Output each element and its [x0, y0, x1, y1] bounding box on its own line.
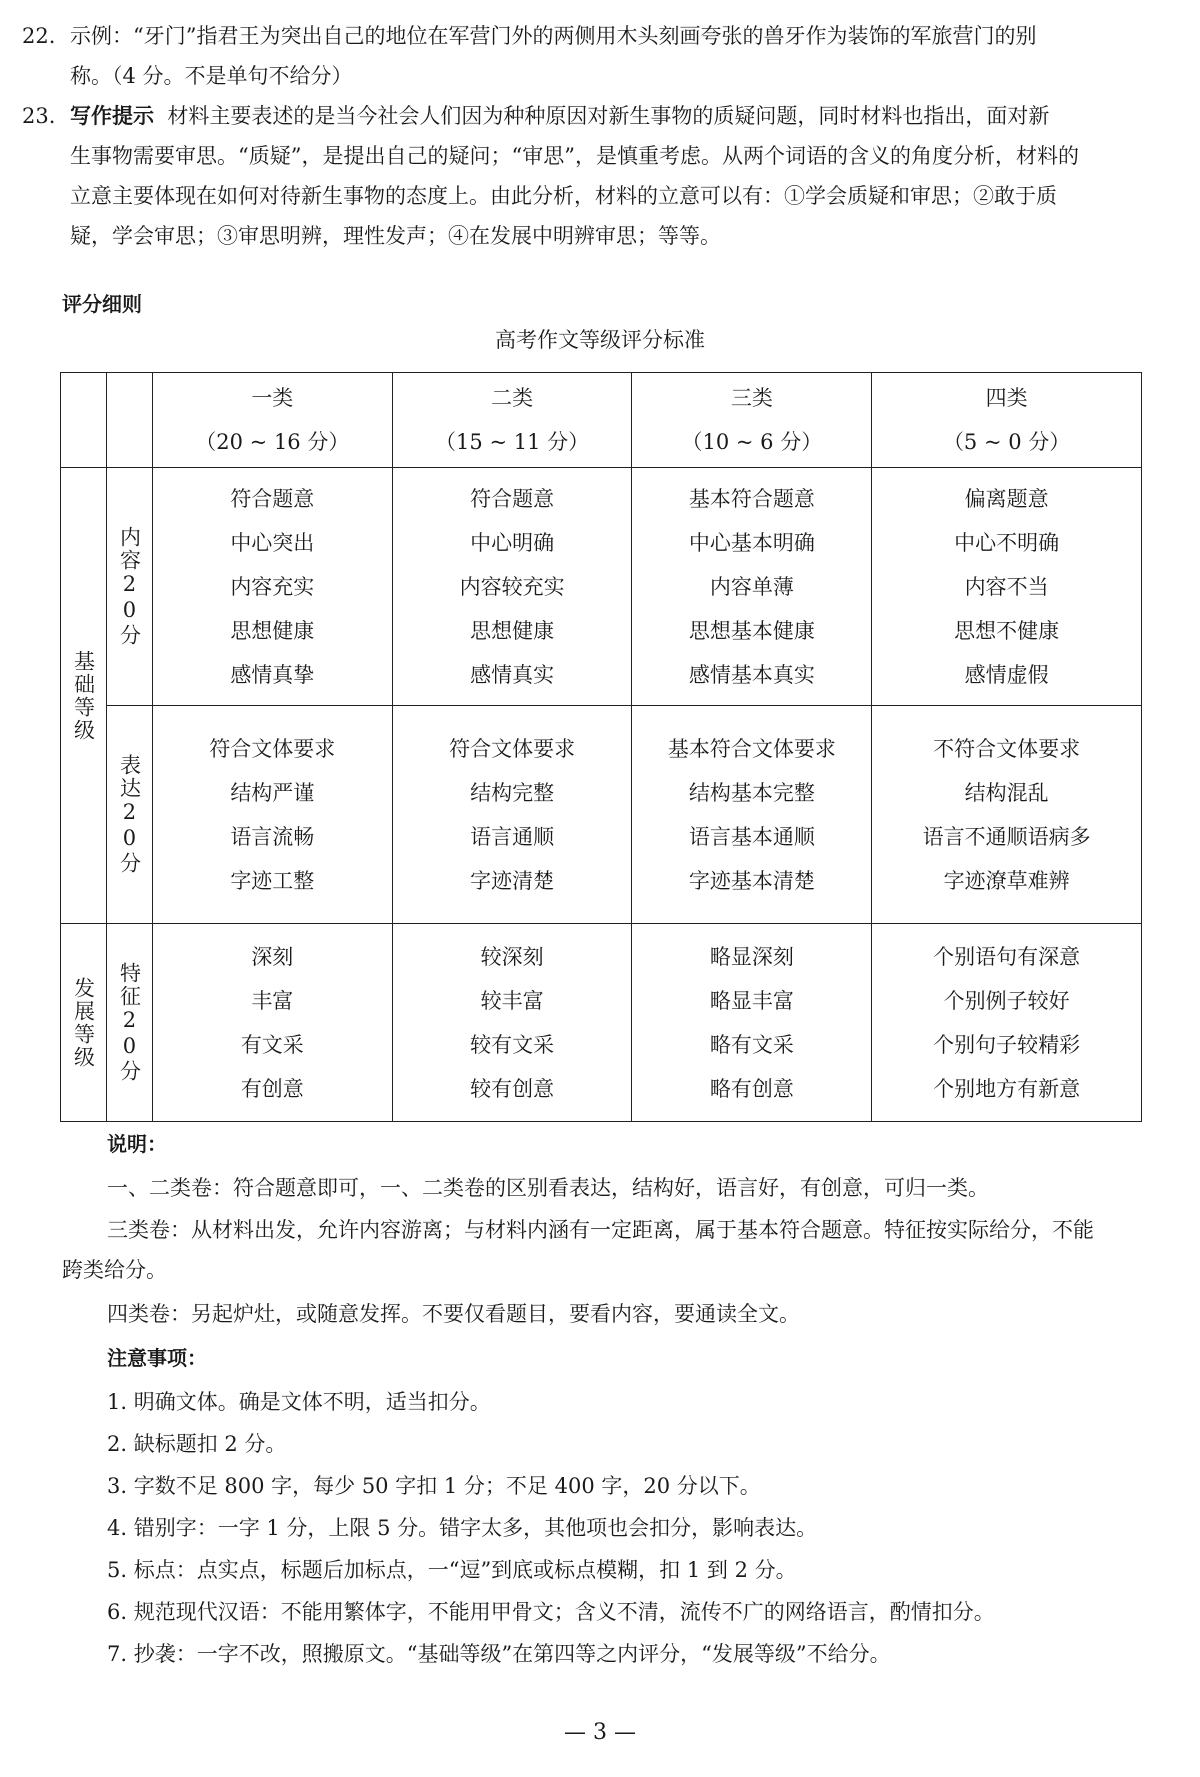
page-number: — 3 — — [564, 1720, 636, 1745]
table-cell: 深刻 丰富 有文采 有创意 — [152, 924, 392, 1122]
table-cell: 基本符合题意 中心基本明确 内容单薄 思想基本健康 感情基本真实 — [632, 468, 872, 706]
explain-paragraph-3: 四类卷：另起炉灶，或随意发挥。不要仅看题目，要看内容，要通读全文。 — [107, 1302, 800, 1326]
category-header: 一类 （20 ~ 16 分） — [152, 373, 392, 468]
corner-cell — [106, 373, 152, 468]
table-cell: 基本符合文体要求 结构基本完整 语言基本通顺 字迹基本清楚 — [632, 706, 872, 924]
explain-heading: 说明： — [107, 1132, 167, 1156]
table-cell: 符合文体要求 结构完整 语言通顺 字迹清楚 — [392, 706, 632, 924]
category-header: 二类 （15 ~ 11 分） — [392, 373, 632, 468]
question-23 — [22, 96, 1182, 256]
table-row — [61, 468, 1142, 706]
table-cell: 不符合文体要求 结构混乱 语言不通顺语病多 字迹潦草难辨 — [872, 706, 1142, 924]
note-item: 4. 错别字：一字 1 分，上限 5 分。错字太多，其他项也会扣分，影响表达。 — [107, 1516, 818, 1540]
table-cell: 个别语句有深意 个别例子较好 个别句子较精彩 个别地方有新意 — [872, 924, 1142, 1122]
q22-line-1: 示例：“牙门”指君王为突出自己的地位在军营门外的两侧用木头刻画夸张的兽牙作为装饰的军旅营门的别 — [70, 24, 1037, 48]
q23-line-4: 疑，学会审思；③审思明辨，理性发声；④在发展中明辨审思；等等。 — [70, 224, 721, 248]
question-number: 23. — [22, 104, 56, 128]
table-cell: 符合文体要求 结构严谨 语言流畅 字迹工整 — [152, 706, 392, 924]
category-header: 四类 （5 ~ 0 分） — [872, 373, 1142, 468]
row-label-content: 内容20分 — [106, 468, 152, 706]
table-header-row — [61, 373, 1142, 468]
row-label-feature: 特征20分 — [106, 924, 152, 1122]
group-label-development: 发展等级 — [61, 924, 107, 1122]
notes-heading: 注意事项： — [107, 1346, 207, 1370]
q23-line-1: 材料主要表述的是当今社会人们因为种种原因对新生事物的质疑问题，同时材料也指出，面对新 — [167, 104, 1050, 128]
note-item: 2. 缺标题扣 2 分。 — [107, 1432, 287, 1456]
note-item: 7. 抄袭：一字不改，照搬原文。“基础等级”在第四等之内评分，“发展等级”不给分。 — [107, 1642, 891, 1666]
table-cell: 偏离题意 中心不明确 内容不当 思想不健康 感情虚假 — [872, 468, 1142, 706]
table-cell: 符合题意 中心突出 内容充实 思想健康 感情真挚 — [152, 468, 392, 706]
note-item: 6. 规范现代汉语：不能用繁体字，不能用甲骨文；含义不清，流传不广的网络语言，酌情扣分。 — [107, 1600, 995, 1624]
table-title: 高考作文等级评分标准 — [495, 328, 705, 352]
explain-paragraph-1: 一、二类卷：符合题意即可，一、二类卷的区别看表达，结构好，语言好，有创意，可归一类。 — [107, 1176, 989, 1200]
corner-cell — [61, 373, 107, 468]
grading-table — [60, 372, 1142, 1122]
rules-heading: 评分细则 — [62, 292, 142, 316]
table-row — [61, 706, 1142, 924]
q23-line-3: 立意主要体现在如何对待新生事物的态度上。由此分析，材料的立意可以有：①学会质疑和审思；②敢于质 — [70, 184, 1057, 208]
q23-line-2: 生事物需要审思。“质疑”，是提出自己的疑问；“审思”，是慎重考虑。从两个词语的含义的角度分析，材料的 — [70, 144, 1079, 168]
table-row — [61, 924, 1142, 1122]
row-label-expression: 表达20分 — [106, 706, 152, 924]
question-number: 22. — [22, 24, 56, 48]
table-cell: 符合题意 中心明确 内容较充实 思想健康 感情真实 — [392, 468, 632, 706]
writing-hint-label: 写作提示 — [70, 104, 154, 128]
group-label-basic: 基础等级 — [61, 468, 107, 924]
q22-line-2: 称。（4 分。不是单句不给分） — [70, 64, 353, 88]
question-22 — [22, 16, 1182, 96]
note-item: 3. 字数不足 800 字，每少 50 字扣 1 分；不足 400 字，20 分以下。 — [107, 1474, 761, 1498]
explain-paragraph-2: 三类卷：从材料出发，允许内容游离；与材料内涵有一定距离，属于基本符合题意。特征按实际给分，不能 跨类给分。 — [62, 1218, 1094, 1282]
note-item: 1. 明确文体。确是文体不明，适当扣分。 — [107, 1390, 491, 1414]
category-header: 三类 （10 ~ 6 分） — [632, 373, 872, 468]
note-item: 5. 标点：点实点，标题后加标点，一“逗”到底或标点模糊，扣 1 到 2 分。 — [107, 1558, 797, 1582]
table-cell: 较深刻 较丰富 较有文采 较有创意 — [392, 924, 632, 1122]
table-cell: 略显深刻 略显丰富 略有文采 略有创意 — [632, 924, 872, 1122]
